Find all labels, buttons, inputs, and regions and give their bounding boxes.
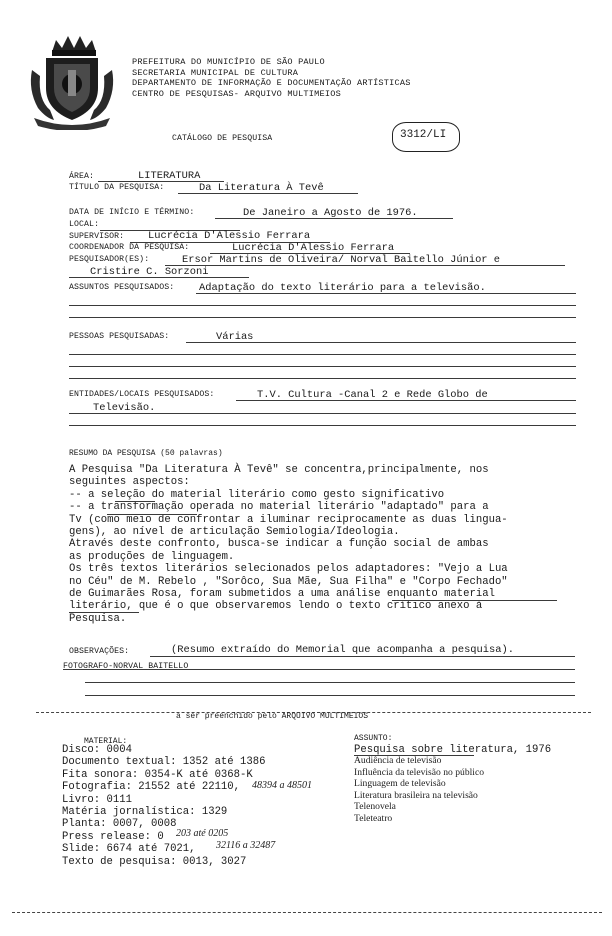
material-item: Fotografia: 21552 até 22110, [62, 781, 241, 794]
resumo-underline-analise [392, 600, 557, 601]
resumo-line: no Céu" de M. Rebelo , "Sorôco, Sua Mãe, Sua Filha" e "Corpo Fechado" [69, 575, 508, 588]
entidades-value-line-1: T.V. Cultura -Canal 2 e Rede Globo de [257, 389, 488, 401]
observacoes-blank-line-2 [85, 695, 575, 696]
coordenador-label: COORDENADOR DA PESQUISA: [69, 243, 190, 252]
material-item: Livro: 0111 [62, 793, 132, 806]
resumo-line: -- a seleção do material literário como gesto significativo [69, 488, 445, 501]
header-line-4: CENTRO DE PESQUISAS- ARQUIVO MULTIMEIOS [132, 88, 341, 99]
resumo-line: -- a transformação operada no material literário "adaptado" para a [69, 501, 489, 514]
titulo-underline [178, 193, 358, 194]
bottom-divider [12, 912, 602, 913]
assuntos-underline [196, 293, 576, 294]
resumo-line: Pesquisa. [69, 612, 127, 625]
pesquisador-value-line-2: Cristire C. Sorzoni [90, 266, 209, 278]
resumo-line: de Guimarães Rosa, foram submetidos a uma análise enquanto material [69, 588, 495, 601]
area-label: ÁREA: [69, 172, 95, 181]
catalog-title: CATÁLOGO DE PESQUISA [172, 134, 273, 143]
titulo-label: TÍTULO DA PESQUISA: [69, 183, 165, 192]
resumo-text [69, 464, 508, 625]
pessoas-underline [186, 342, 576, 343]
assunto-label: ASSUNTO: [354, 734, 393, 743]
header-line-3: DEPARTAMENTO DE INFORMAÇÃO E DOCUMENTAÇÃO ARTÍSTICAS [132, 78, 411, 88]
assunto-list [354, 755, 484, 825]
observacoes-underline [150, 656, 575, 657]
assunto-typed: Pesquisa sobre literatura, 1976 [354, 744, 552, 756]
entidades-underline-1 [236, 400, 576, 401]
header-line-2: SECRETARIA MUNICIPAL DE CULTURA [132, 67, 299, 78]
assuntos-blank-line-2 [69, 317, 576, 318]
pesquisador-label: PESQUISADOR(ES): [69, 255, 150, 264]
observacoes-blank-line-1 [85, 682, 575, 683]
assunto-item: Telenovela [354, 801, 396, 813]
assunto-item: Teleteatro [354, 812, 393, 824]
resumo-line: Os três textos literários selecionados pelos adaptadores: "Vejo a Lua [69, 563, 508, 576]
resumo-line: A Pesquisa "Da Literatura À Tevê" se concentra,principalmente, nos [69, 464, 489, 476]
local-label: LOCAL: [69, 220, 100, 229]
area-value: LITERATURA [138, 170, 201, 182]
resumo-line: Através deste confronto, busca-se indicar a função social de ambas [69, 538, 489, 551]
pesquisador-underline-1 [165, 265, 565, 266]
pessoas-blank-line-1 [69, 354, 576, 355]
fotografo-underline [63, 669, 575, 670]
pesquisador-underline-2 [69, 277, 249, 278]
pessoas-blank-line-2 [69, 366, 576, 367]
resumo-underline-literario [69, 612, 139, 613]
arquivo-note: a ser preenchido pelo ARQUIVO MULTIMEIOS [176, 712, 369, 721]
observacoes-value: (Resumo extraído do Memorial que acompanha a pesquisa). [171, 644, 514, 656]
resumo-line: literário, que é o que observaremos lendo o texto crítico anexo à [69, 600, 483, 613]
material-foto-handwritten: 48394 a 48501 [252, 780, 312, 791]
assunto-item: Audiência de televisão [354, 755, 442, 766]
fotografo-label: FOTOGRAFO-NORVAL BAITELLO [63, 662, 189, 671]
pessoas-label: PESSOAS PESQUISADAS: [69, 332, 170, 341]
resumo-line: as produções de linguagem. [69, 550, 235, 563]
material-item: Slide: 6674 até 7021, [62, 843, 196, 856]
material-item: Press release: 0 [62, 830, 164, 843]
resumo-line: Tv (como meio de confrontar a iluminar reciprocamente as duas lingua- [69, 513, 508, 526]
supervisor-label: SUPERVISOR: [69, 232, 125, 241]
material-slide-handwritten: 32116 a 32487 [216, 840, 276, 851]
material-item: Fita sonora: 0354-K até 0368-K [62, 768, 253, 781]
material-item: Planta: 0007, 0008 [62, 818, 177, 831]
supervisor-value: Lucrécia D'Alessio Ferrara [148, 230, 311, 242]
assuntos-value: Adaptação do texto literário para a televisão. [199, 282, 486, 294]
resumo-underline-selecao [115, 501, 155, 502]
material-label: MATERIAL: [84, 737, 128, 746]
resumo-line: gens), ao nível de articulação Semiologia/Ideologia. [69, 526, 400, 539]
coordenador-value: Lucrécia D'Alessio Ferrara [232, 242, 395, 254]
assuntos-label: ASSUNTOS PESQUISADOS: [69, 283, 175, 292]
catalog-code: 3312/LI [400, 129, 447, 141]
titulo-value: Da Literatura À Tevê [199, 182, 324, 194]
resumo-label: RESUMO DA PESQUISA (50 palavras) [69, 449, 223, 458]
header-block [132, 57, 411, 99]
assuntos-blank-line-1 [69, 305, 576, 306]
assunto-item: Literatura brasileira na televisão [354, 789, 478, 801]
material-item: Matéria jornalística: 1329 [62, 806, 228, 819]
assunto-item: Linguagem de televisão [354, 778, 446, 790]
material-item: Disco: 0004 [62, 744, 132, 756]
entidades-label: ENTIDADES/LOCAIS PESQUISADOS: [69, 390, 215, 399]
data-value: De Janeiro a Agosto de 1976. [243, 207, 418, 219]
city-coat-of-arms-icon [24, 30, 120, 130]
entidades-value-line-2: Televisão. [93, 402, 156, 414]
data-label: DATA DE INÍCIO E TÉRMINO: [69, 208, 195, 217]
material-item: Documento textual: 1352 até 1386 [62, 756, 266, 769]
header-line-1: PREFEITURA DO MUNICÍPIO DE SÃO PAULO [132, 57, 325, 67]
entidades-blank-line [69, 425, 576, 426]
pessoas-blank-line-3 [69, 378, 576, 379]
entidades-underline-2 [69, 413, 576, 414]
material-item: Texto de pesquisa: 0013, 3027 [62, 855, 247, 868]
observacoes-label: OBSERVAÇÕES: [69, 647, 130, 656]
assunto-item: Influência da televisão no público [354, 766, 485, 778]
resumo-line: seguintes aspectos: [69, 476, 190, 489]
pesquisador-value-line-1: Ersor Martins de Oliveira/ Norval Baitello Júnior e [182, 254, 501, 266]
material-press-handwritten: 203 até 0205 [176, 828, 229, 839]
resumo-underline-transformacao [107, 514, 197, 515]
pessoas-value: Várias [216, 331, 254, 343]
data-underline [215, 218, 453, 219]
